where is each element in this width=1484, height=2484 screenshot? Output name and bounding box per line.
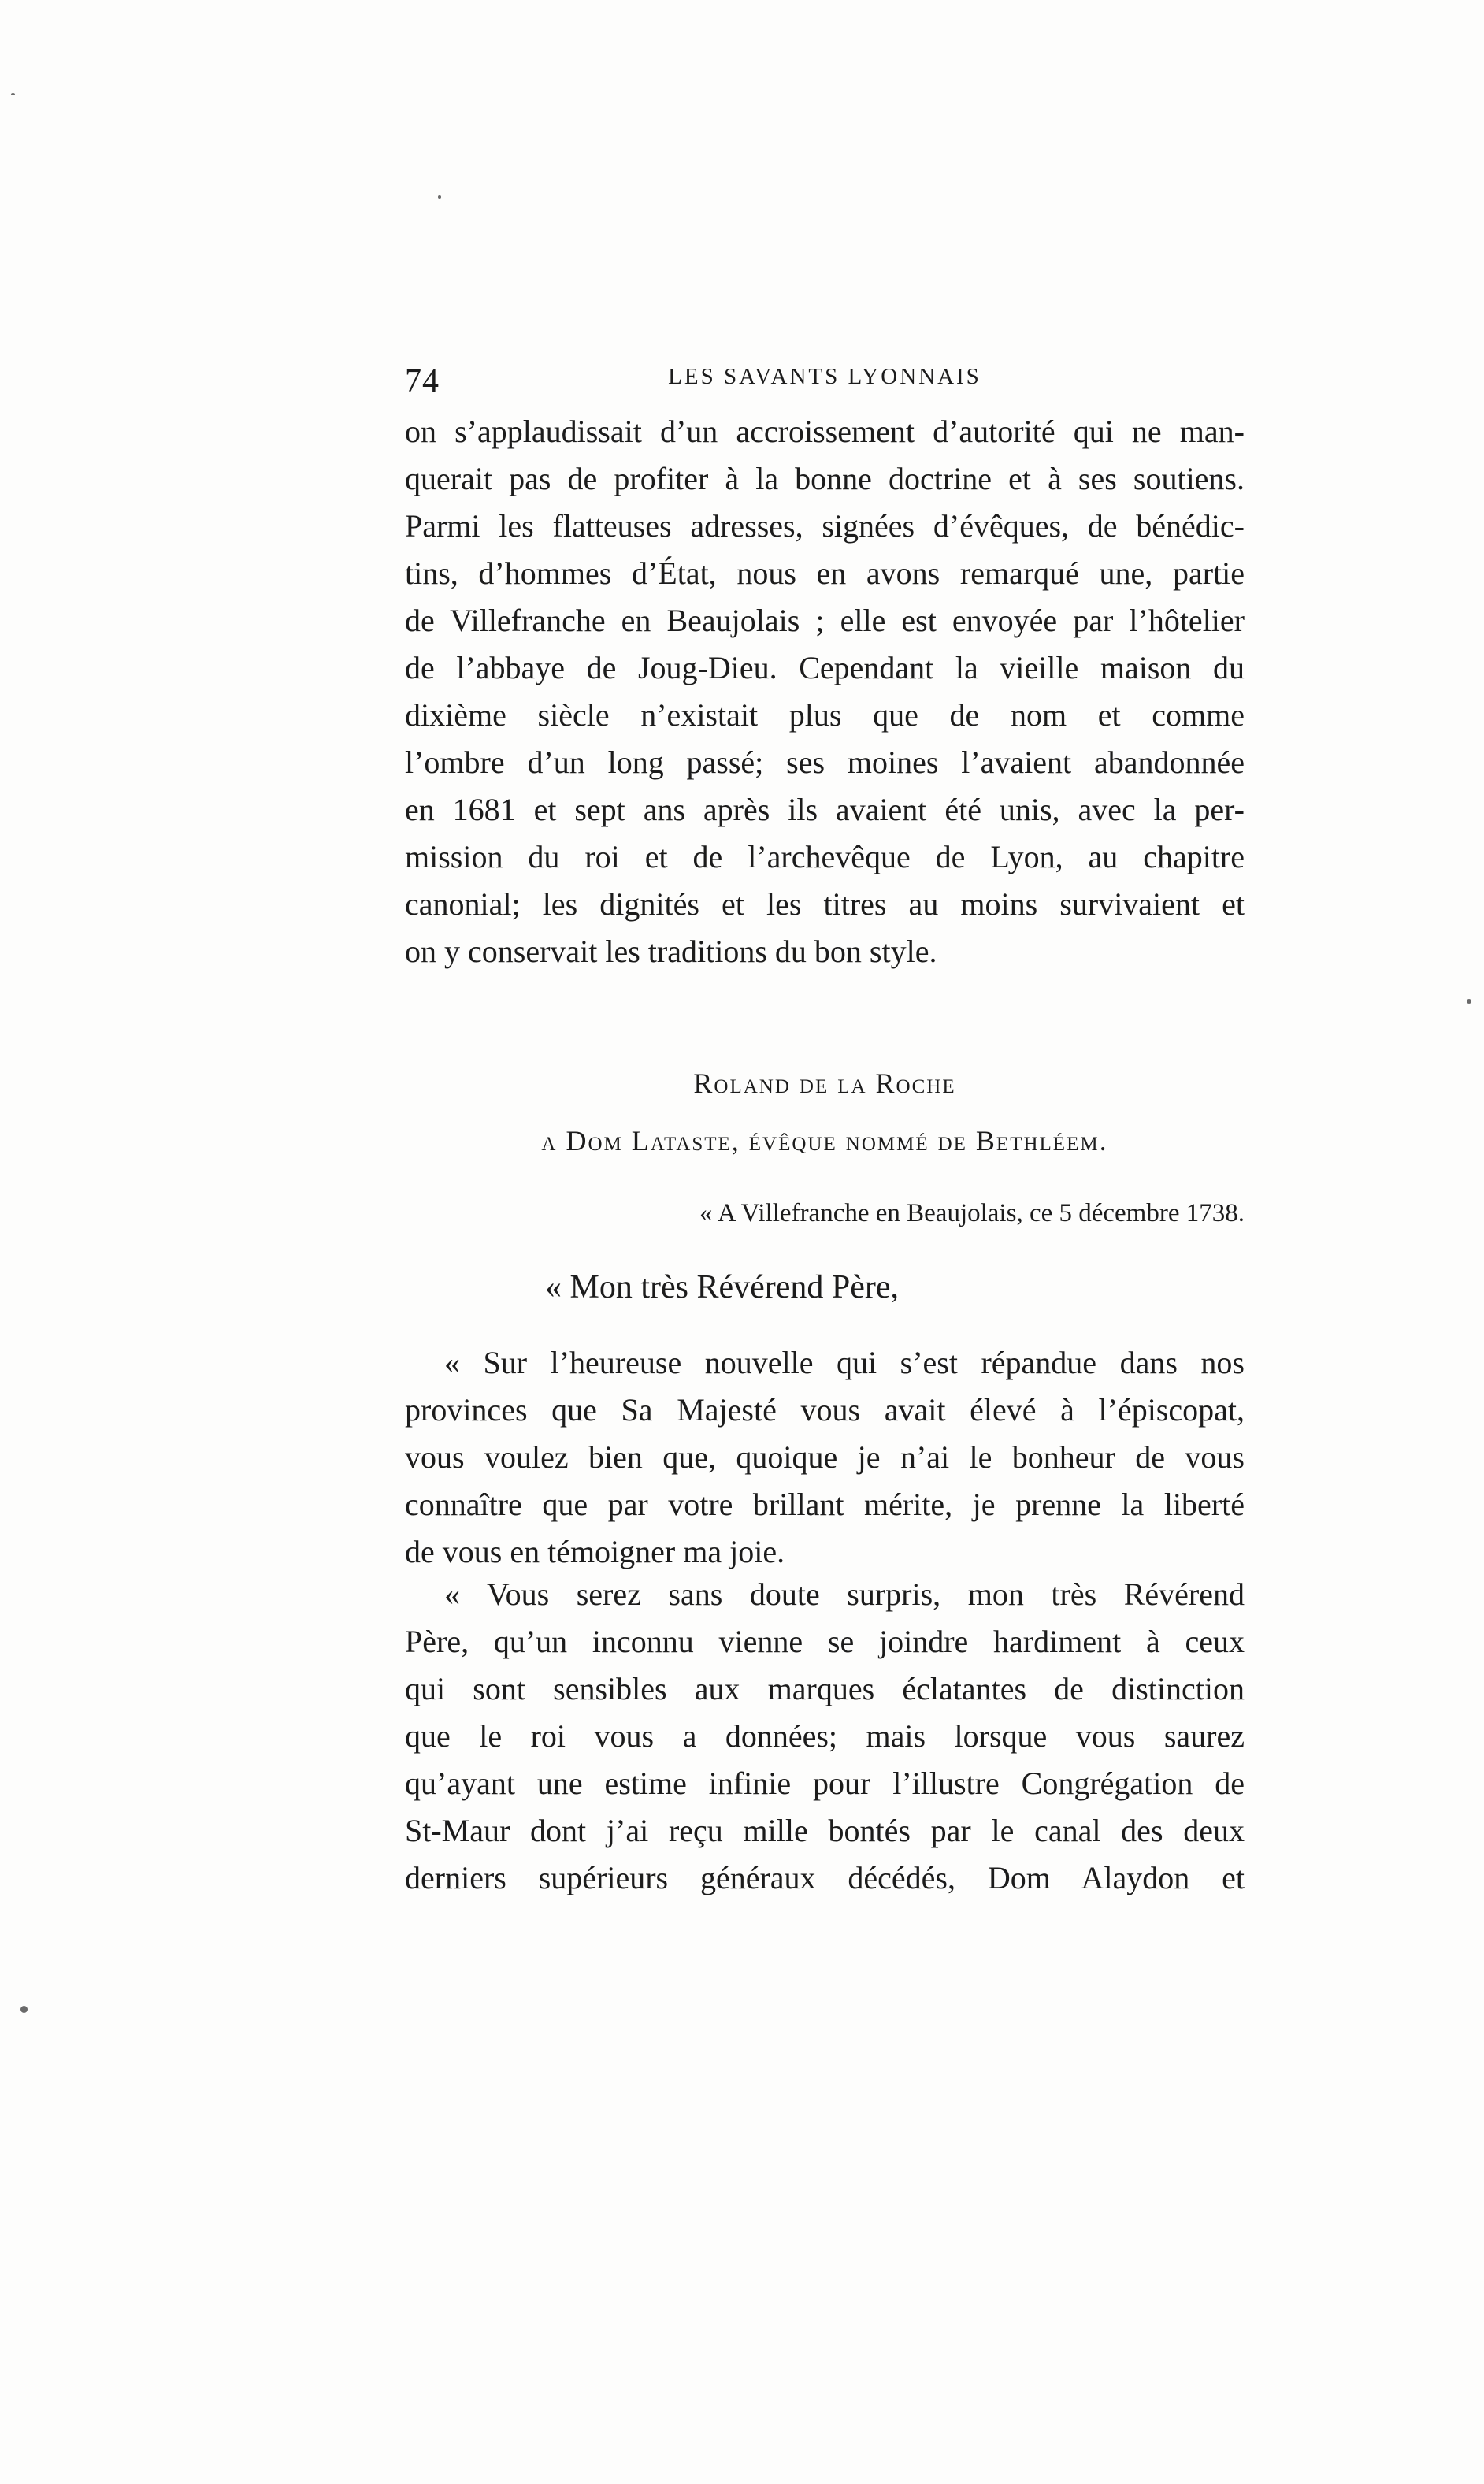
text-line: de Villefranche en Beaujolais ; elle est envoyée par l’hôtelier (405, 603, 1245, 638)
letter-paragraph-1 (405, 1339, 1245, 1576)
text-line: on y conservait les traditions du bon style. (405, 934, 937, 969)
letter-dateline: « A Villefranche en Beaujolais, ce 5 décembre 1738. (699, 1199, 1245, 1227)
text-line: « Vous serez sans doute surpris, mon très Révérend (444, 1576, 1245, 1612)
text-line: de vous en témoigner ma joie. (405, 1534, 785, 1569)
page-number: 74 (405, 363, 440, 399)
text-line: provinces que Sa Majesté vous avait élevé à l’épiscopat, (405, 1392, 1245, 1428)
text-line: de l’abbaye de Joug-Dieu. Cependant la vieille maison du (405, 650, 1245, 685)
text-line: vous voulez bien que, quoique je n’ai le bonheur de vous (405, 1439, 1245, 1475)
scan-speck (438, 195, 441, 199)
scan-speck (1467, 999, 1471, 1004)
letter-recipient-heading: a Dom Lataste, évêque nommé de Bethléem. (541, 1125, 1108, 1157)
text-line: Père, qu’un inconnu vienne se joindre hardiment à ceux (405, 1624, 1245, 1659)
text-line: qu’ayant une estime infinie pour l’illustre Congrégation de (405, 1766, 1245, 1801)
text-line: querait pas de profiter à la bonne doctrine et à ses soutiens. (405, 461, 1245, 496)
scan-speck (11, 93, 15, 95)
text-line: mission du roi et de l’archevêque de Lyon, au chapitre (405, 839, 1245, 874)
text-line: derniers supérieurs généraux décédés, Dom Alaydon et (405, 1860, 1245, 1895)
text-line: qui sont sensibles aux marques éclatantes de distinction (405, 1671, 1245, 1706)
running-head: LES SAVANTS LYONNAIS (668, 364, 981, 389)
text-line: en 1681 et sept ans après ils avaient été unis, avec la per- (405, 792, 1245, 827)
intro-paragraph (405, 408, 1245, 975)
scan-speck (20, 2006, 28, 2013)
text-line: que le roi vous a données; mais lorsque vous saurez (405, 1718, 1245, 1754)
text-line: connaître que par votre brillant mérite, je prenne la liberté (405, 1487, 1245, 1522)
text-line: Parmi les flatteuses adresses, signées d’évêques, de bénédic- (405, 508, 1245, 544)
text-line: tins, d’hommes d’État, nous en avons remarqué une, partie (405, 555, 1245, 591)
text-line: on s’applaudissait d’un accroissement d’autorité qui ne man- (405, 414, 1245, 449)
letter-sender-heading: Roland de la Roche (693, 1067, 956, 1099)
letter-salutation: « Mon très Révérend Père, (545, 1269, 900, 1305)
page-header (405, 358, 1245, 405)
text-line: l’ombre d’un long passé; ses moines l’avaient abandonnée (405, 744, 1245, 780)
text-line: « Sur l’heureuse nouvelle qui s’est répandue dans nos (444, 1345, 1245, 1380)
text-line: canonial; les dignités et les titres au moins survivaient et (405, 886, 1245, 922)
letter-paragraph-2 (405, 1571, 1245, 1902)
text-line: dixième siècle n’existait plus que de nom et comme (405, 697, 1245, 733)
text-line: St-Maur dont j’ai reçu mille bontés par le canal des deux (405, 1813, 1245, 1848)
